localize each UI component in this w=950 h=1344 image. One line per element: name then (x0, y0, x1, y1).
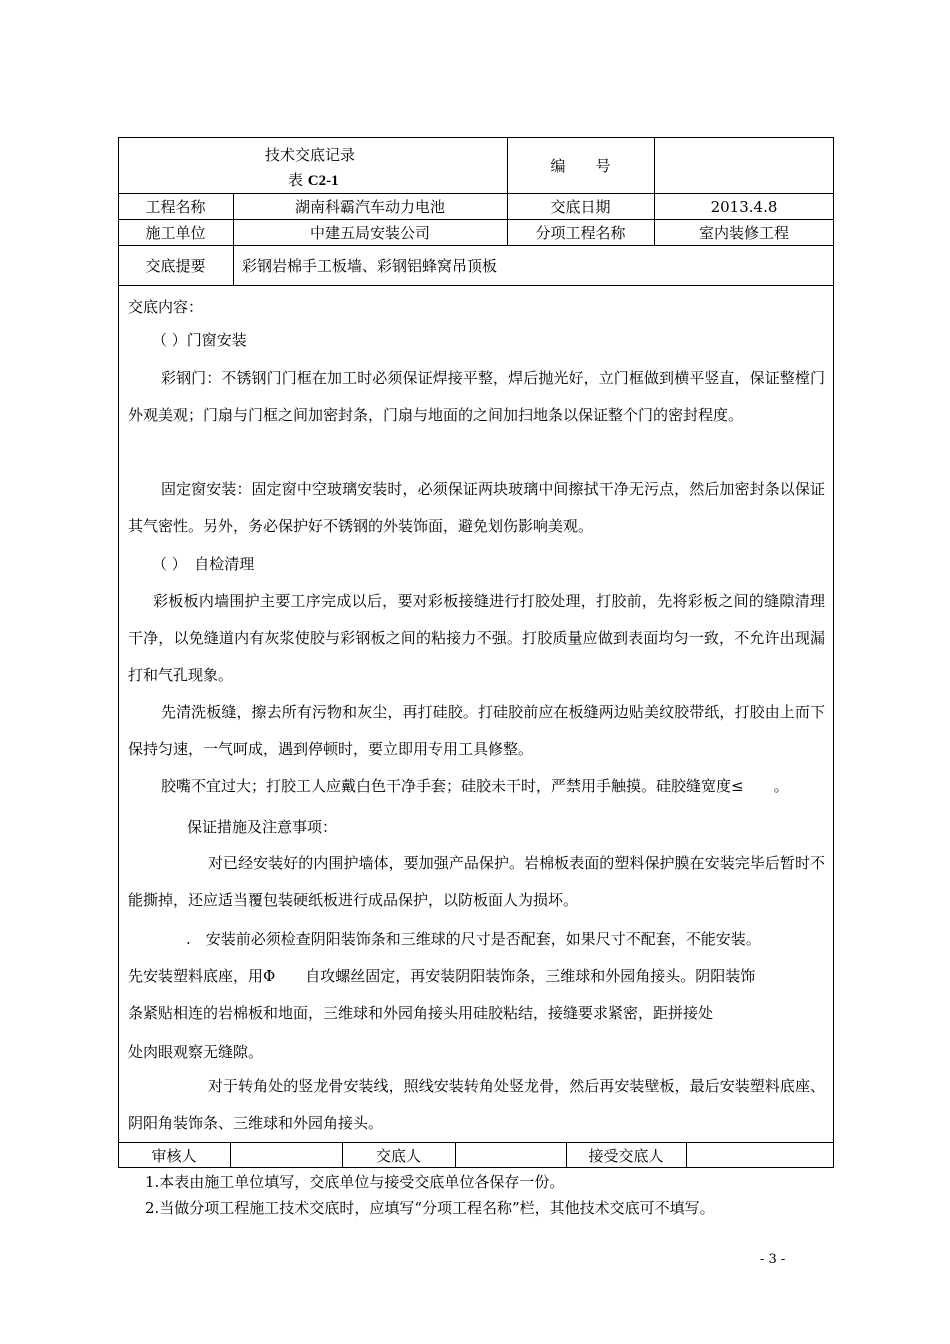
date-label: 交底日期 (550, 198, 611, 216)
paragraph-nozzle: 胶嘴不宜过大；打胶工人应戴白色干净手套；硅胶未干时，严禁用手触摸。硅胶缝宽度≤ 。 (161, 777, 789, 795)
form-code-prefix: 表 (288, 171, 304, 189)
paragraph-install-base: 先安装塑料底座，用Φ 自攻螺丝固定，再安装阴阳装饰条，三维球和外园角接头。阴阳装饰 (128, 967, 756, 985)
row-divider (118, 245, 834, 246)
row-divider (118, 193, 834, 194)
form-code-value: C2-1 (307, 173, 339, 189)
unit-value[interactable]: 中建五局安装公司 (309, 224, 430, 242)
reviewer-label: 审核人 (151, 1147, 197, 1165)
summary-value[interactable]: 彩钢岩棉手工板墙、彩钢铝蜂窝吊顶板 (242, 257, 498, 275)
paragraph-steel-door: 彩钢门：不锈钢门门框在加工时必须保证焊接平整，焊后抛光好，立门框做到横平竖直，保证整樘门外观美观；门扇与门框之间加密封条，门扇与地面的之间加扫地条以保证整个门的密封程度。 (128, 369, 825, 424)
section-title-self-check: （ ） 自检清理 (152, 555, 255, 573)
project-name-value[interactable]: 湖南科霸汽车动力电池 (294, 198, 445, 216)
paragraph-protection: 对已经安装好的内围护墙体，要加强产品保护。岩棉板表面的塑料保护膜在安装完毕后暂时不能撕掉，还应适当覆包装硬纸板进行成品保护，以防板面人为损坏。 (128, 854, 825, 909)
sub-project-value[interactable]: 室内装修工程 (698, 224, 789, 242)
form-title: 技术交底记录 (264, 146, 355, 164)
note-2: 2.当做分项工程施工技术交底时，应填写“分项工程名称”栏，其他技术交底可不填写。 (145, 1199, 715, 1217)
sub-project-label: 分项工程名称 (535, 224, 626, 242)
row-divider (118, 285, 834, 286)
row-divider (118, 219, 834, 220)
note-1: 1.本表由施工单位填写，交底单位与接受交底单位各保存一份。 (145, 1173, 565, 1191)
col-divider (455, 1142, 456, 1168)
paragraph-install-check: . 安装前必须检查阴阳装饰条和三维球的尺寸是否配套，如果尺寸不配套，不能安装。 (186, 930, 761, 948)
paragraph-corner: 对于转角处的竖龙骨安装线，照线安装转角处竖龙骨，然后再安装壁板，最后安装塑料底座、阴阳角装饰条、三维球和外园角接头。 (128, 1077, 825, 1132)
col-divider (686, 1142, 687, 1168)
number-label: 编 号 (550, 157, 611, 175)
page-number: - 3 - (760, 1252, 786, 1267)
paragraph-cleaning: 先清洗板缝，擦去所有污物和灰尘，再打硅胶。打硅胶前应在板缝两边贴美纹胶带纸，打胶由上而下保持匀速，一气呵成，遇到停顿时，要立即用专用工具修整。 (128, 703, 825, 758)
paragraph-fixed-window: 固定窗安装：固定窗中空玻璃安装时，必须保证两块玻璃中间擦拭干净无污点，然后加密封条以保证其气密性。另外，务必保护好不锈钢的外装饰面，避免划伤影响美观。 (128, 480, 825, 535)
presenter-label: 交底人 (375, 1147, 421, 1165)
section-title-measures: 保证措施及注意事项： (187, 818, 338, 836)
unit-label: 施工单位 (145, 224, 206, 242)
summary-label: 交底提要 (145, 257, 206, 275)
form-code (288, 170, 339, 191)
col-divider (230, 1142, 231, 1168)
paragraph-sealing: 彩板板内墙围护主要工序完成以后，要对彩板接缝进行打胶处理，打胶前，先将彩板之间的缝隙清理干净，以免缝道内有灰浆使胶与彩钢板之间的粘接力不强。打胶质量应做到表面均匀一致，不允许出现漏打和气孔现象。 (128, 592, 825, 684)
receiver-label: 接受交底人 (588, 1147, 664, 1165)
content-heading: 交底内容： (128, 298, 204, 316)
paragraph-install-seam: 处肉眼观察无缝隙。 (128, 1043, 264, 1061)
section-title-doors-windows: （ ）门窗安装 (152, 331, 247, 349)
date-value[interactable]: 2013.4.8 (710, 198, 778, 216)
row-divider (118, 1142, 834, 1143)
paragraph-install-joint: 条紧贴相连的岩棉板和地面，三维球和外园角接头用硅胶粘结，接缝要求紧密，距拼接处 (128, 1004, 714, 1022)
project-name-label: 工程名称 (145, 198, 206, 216)
